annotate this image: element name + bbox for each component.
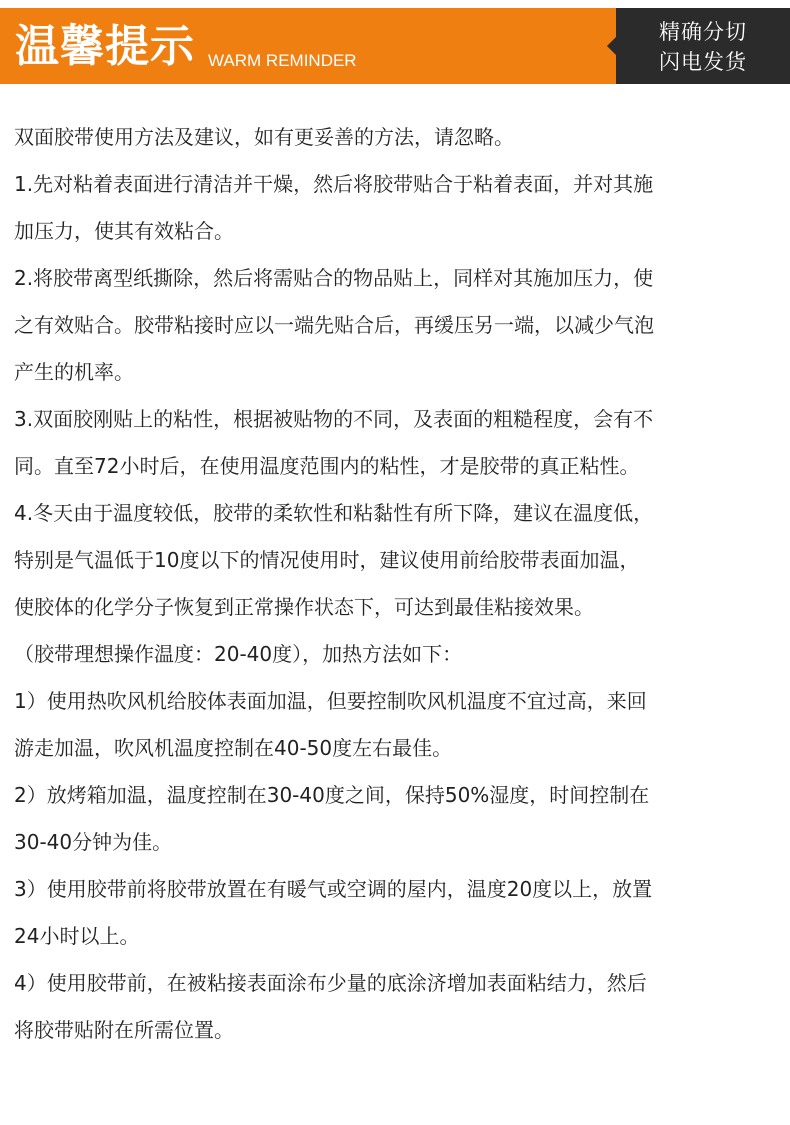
text-line: 3.双面胶刚贴上的粘性，根据被贴物的不同，及表面的粗糙程度，会有不 xyxy=(14,407,654,431)
text-line: （胶带理想操作温度：20-40度），加热方法如下： xyxy=(14,642,463,666)
text-line: 4.冬天由于温度较低，胶带的柔软性和粘黏性有所下降，建议在温度低， xyxy=(14,501,654,525)
badge-line-2: 闪电发货 xyxy=(659,50,747,74)
badge-line-1: 精确分切 xyxy=(659,20,747,44)
text-line: 1）使用热吹风机给胶体表面加温，但要控制吹风机温度不宜过高，来回 xyxy=(14,689,647,713)
text-line: 同。直至72小时后，在使用温度范围内的粘性，才是胶带的真正粘性。 xyxy=(14,454,640,478)
text-line: 将胶带贴附在所需位置。 xyxy=(14,1018,234,1042)
text-line: 产生的机率。 xyxy=(14,360,134,384)
text-line: 之有效贴合。胶带粘接时应以一端先贴合后，再缓压另一端，以减少气泡 xyxy=(14,313,654,337)
page-subtitle: WARM REMINDER xyxy=(208,51,357,70)
text-line: 24小时以上。 xyxy=(14,924,140,948)
text-line: 双面胶带使用方法及建议，如有更妥善的方法，请忽略。 xyxy=(14,125,514,149)
badge-pointer-icon xyxy=(607,37,616,55)
text-line: 特别是气温低于10度以下的情况使用时，建议使用前给胶带表面加温， xyxy=(14,548,640,572)
shipping-badge xyxy=(616,8,790,84)
text-line: 2）放烤箱加温，温度控制在30-40度之间，保持50%湿度，时间控制在 xyxy=(14,783,650,807)
page-title: 温馨提示 xyxy=(15,21,195,72)
text-line: 加压力，使其有效粘合。 xyxy=(14,219,234,243)
text-line: 使胶体的化学分子恢复到正常操作状态下，可达到最佳粘接效果。 xyxy=(14,595,594,619)
text-line: 2.将胶带离型纸撕除，然后将需贴合的物品贴上，同样对其施加压力，使 xyxy=(14,266,654,290)
text-line: 3）使用胶带前将胶带放置在有暖气或空调的屋内，温度20度以上，放置 xyxy=(14,877,653,901)
text-line: 游走加温，吹风机温度控制在40-50度左右最佳。 xyxy=(14,736,453,760)
text-line: 1.先对粘着表面进行清洁并干燥，然后将胶带贴合于粘着表面，并对其施 xyxy=(14,172,654,196)
text-line: 30-40分钟为佳。 xyxy=(14,830,173,854)
instructions-body xyxy=(14,114,784,1054)
text-line: 4）使用胶带前，在被粘接表面涂布少量的底涂济增加表面粘结力，然后 xyxy=(14,971,647,995)
